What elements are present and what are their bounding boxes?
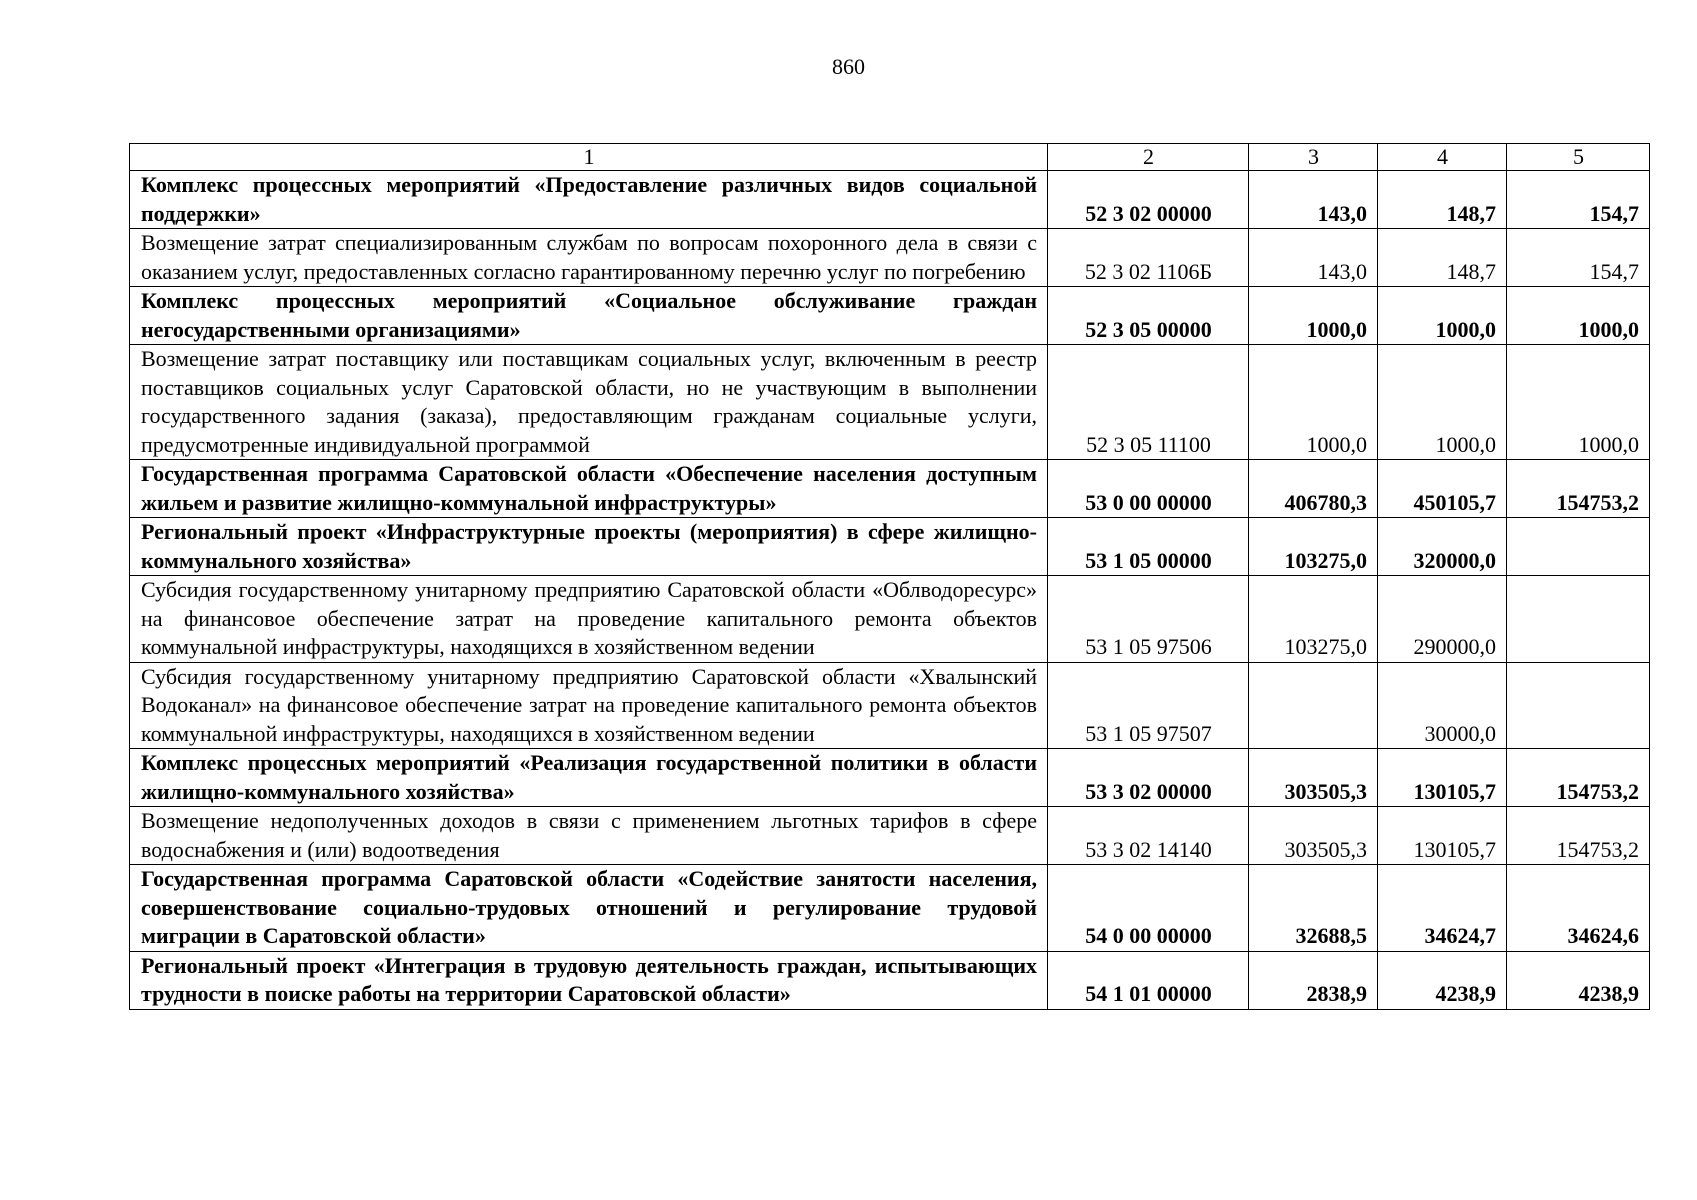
row-code-cell: 53 3 02 14140: [1048, 807, 1249, 865]
row-value-col5: 34624,6: [1507, 865, 1650, 952]
row-value-col3: 32688,5: [1249, 865, 1378, 952]
row-name-cell: Региональный проект «Инфраструктурные проекты (мероприятия) в сфере жилищно-коммунального хозяйства»: [130, 518, 1048, 576]
row-value-col4: 1000,0: [1378, 287, 1507, 345]
row-code-cell: 52 3 05 11100: [1048, 345, 1249, 460]
page-number: 860: [832, 54, 865, 79]
row-value-col5: [1507, 576, 1650, 663]
row-value-col5: 154,7: [1507, 171, 1650, 229]
table-row: [130, 460, 1650, 518]
row-value-col3: [1249, 662, 1378, 749]
row-code-cell: 54 1 01 00000: [1048, 951, 1249, 1009]
row-value-col4: 320000,0: [1378, 518, 1507, 576]
row-code-cell: 53 0 00 00000: [1048, 460, 1249, 518]
row-code-cell: 53 1 05 00000: [1048, 518, 1249, 576]
header-cell: 5: [1507, 144, 1650, 171]
table-row: [130, 807, 1650, 865]
row-name-cell: Субсидия государственному унитарному предприятию Саратовской области «Хвалынский Водоканал» на финансовое обеспечение затрат на проведение капитального ремонта объектов коммунальной инфраструктуры, находящихся в хозяйственном ведении: [130, 662, 1048, 749]
row-value-col4: 450105,7: [1378, 460, 1507, 518]
row-code-cell: 52 3 02 00000: [1048, 171, 1249, 229]
row-code-cell: 53 3 02 00000: [1048, 749, 1249, 807]
row-value-col5: 154753,2: [1507, 460, 1650, 518]
table-row: [130, 951, 1650, 1009]
header-cell: 2: [1048, 144, 1249, 171]
row-name-cell: Возмещение затрат специализированным службам по вопросам похоронного дела в связи с оказанием услуг, предоставленных согласно гарантированному перечню услуг по погребению: [130, 229, 1048, 287]
row-code-cell: 53 1 05 97506: [1048, 576, 1249, 663]
row-value-col5: 1000,0: [1507, 345, 1650, 460]
row-value-col4: 1000,0: [1378, 345, 1507, 460]
table-row: [130, 345, 1650, 460]
row-value-col5: [1507, 518, 1650, 576]
table-row: [130, 576, 1650, 663]
row-value-col3: 406780,3: [1249, 460, 1378, 518]
row-value-col4: 130105,7: [1378, 807, 1507, 865]
row-value-col3: 103275,0: [1249, 518, 1378, 576]
table-row: [130, 171, 1650, 229]
header-cell: 3: [1249, 144, 1378, 171]
row-value-col3: 303505,3: [1249, 807, 1378, 865]
row-name-cell: Комплекс процессных мероприятий «Реализация государственной политики в области жилищно-коммунального хозяйства»: [130, 749, 1048, 807]
row-code-cell: 54 0 00 00000: [1048, 865, 1249, 952]
row-name-cell: Государственная программа Саратовской области «Содействие занятости населения, совершенствование социально-трудовых отношений и регулирование трудовой миграции в Саратовской области»: [130, 865, 1048, 952]
row-value-col5: 4238,9: [1507, 951, 1650, 1009]
table-row: [130, 287, 1650, 345]
table-row: [130, 749, 1650, 807]
budget-table: [129, 143, 1650, 1010]
row-value-col3: 303505,3: [1249, 749, 1378, 807]
row-value-col4: 148,7: [1378, 171, 1507, 229]
row-name-cell: Комплекс процессных мероприятий «Социальное обслуживание граждан негосударственными организациями»: [130, 287, 1048, 345]
row-value-col5: 154753,2: [1507, 749, 1650, 807]
row-value-col4: 34624,7: [1378, 865, 1507, 952]
row-value-col5: 154753,2: [1507, 807, 1650, 865]
row-value-col5: [1507, 662, 1650, 749]
row-code-cell: 52 3 05 00000: [1048, 287, 1249, 345]
row-value-col4: 4238,9: [1378, 951, 1507, 1009]
row-code-cell: 53 1 05 97507: [1048, 662, 1249, 749]
row-name-cell: Субсидия государственному унитарному предприятию Саратовской области «Облводоресурс» на финансовое обеспечение затрат на проведение капитального ремонта объектов коммунальной инфраструктуры, находящихся в хозяйственном ведении: [130, 576, 1048, 663]
header-cell: 1: [130, 144, 1048, 171]
row-name-cell: Возмещение затрат поставщику или поставщикам социальных услуг, включенным в реестр поставщиков социальных услуг Саратовской области, но не участвующим в выполнении государственного задания (заказа), предоставляющим гражданам социальные услуги, предусмотренные индивидуальной программой: [130, 345, 1048, 460]
row-value-col5: 1000,0: [1507, 287, 1650, 345]
row-value-col3: 143,0: [1249, 171, 1378, 229]
table-header-row: [130, 144, 1650, 171]
row-value-col4: 290000,0: [1378, 576, 1507, 663]
row-name-cell: Государственная программа Саратовской области «Обеспечение населения доступным жильем и развитие жилищно-коммунальной инфраструктуры»: [130, 460, 1048, 518]
row-value-col3: 2838,9: [1249, 951, 1378, 1009]
table-row: [130, 229, 1650, 287]
row-value-col5: 154,7: [1507, 229, 1650, 287]
row-value-col4: 148,7: [1378, 229, 1507, 287]
header-cell: 4: [1378, 144, 1507, 171]
table-row: [130, 518, 1650, 576]
row-name-cell: Возмещение недополученных доходов в связи с применением льготных тарифов в сфере водоснабжения и (или) водоотведения: [130, 807, 1048, 865]
row-code-cell: 52 3 02 1106Б: [1048, 229, 1249, 287]
table-row: [130, 662, 1650, 749]
row-name-cell: Региональный проект «Интеграция в трудовую деятельность граждан, испытывающих трудности в поиске работы на территории Саратовской области»: [130, 951, 1048, 1009]
row-value-col3: 1000,0: [1249, 345, 1378, 460]
row-value-col3: 103275,0: [1249, 576, 1378, 663]
row-value-col4: 130105,7: [1378, 749, 1507, 807]
table-row: [130, 865, 1650, 952]
row-value-col3: 143,0: [1249, 229, 1378, 287]
row-value-col4: 30000,0: [1378, 662, 1507, 749]
row-value-col3: 1000,0: [1249, 287, 1378, 345]
row-name-cell: Комплекс процессных мероприятий «Предоставление различных видов социальной поддержки»: [130, 171, 1048, 229]
